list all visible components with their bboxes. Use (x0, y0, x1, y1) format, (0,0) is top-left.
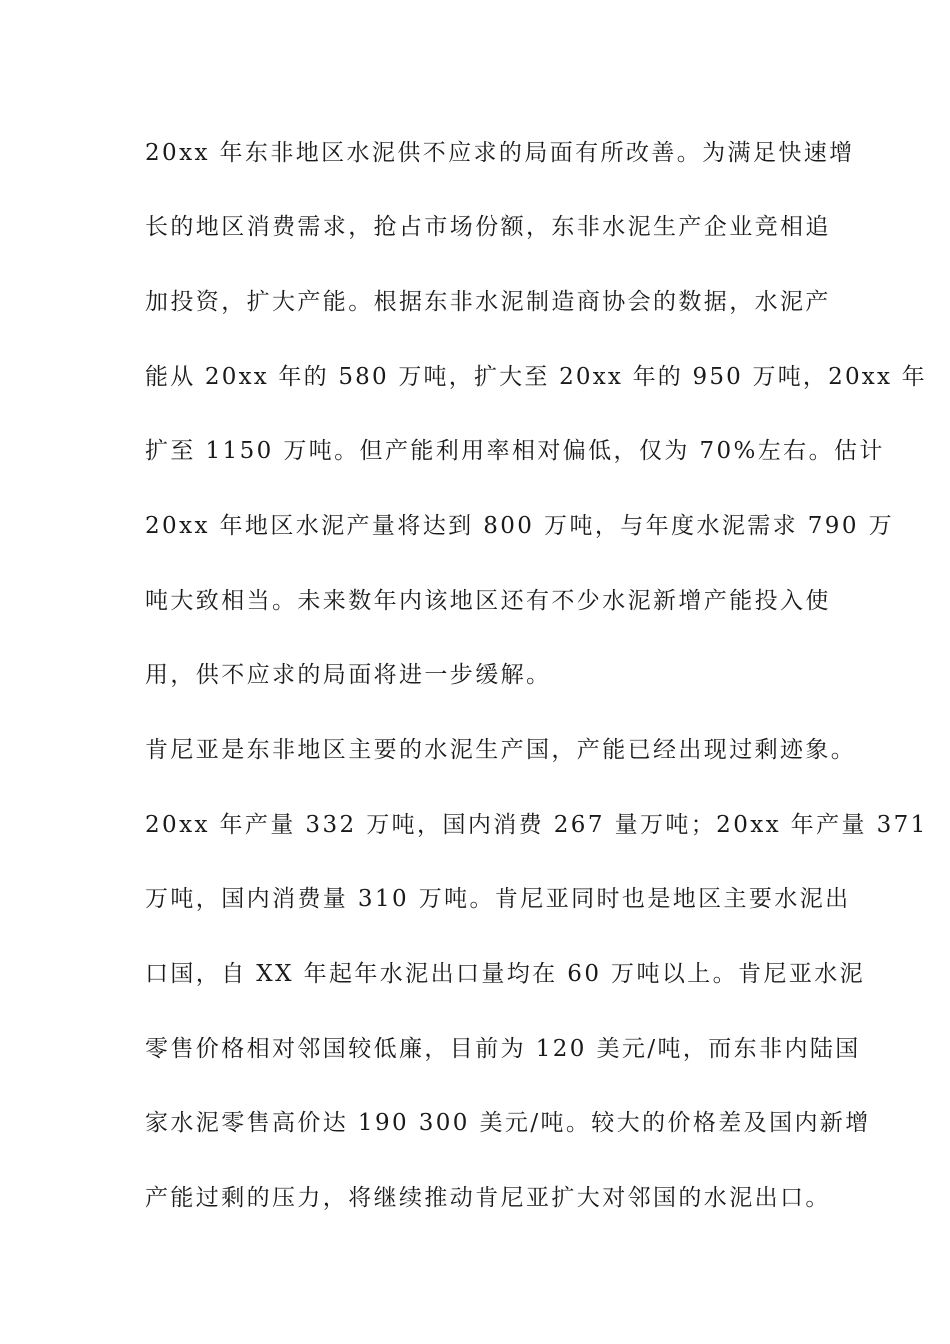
text-line: 长的地区消费需求，抢占市场份额，东非水泥生产企业竞相追 (145, 214, 831, 240)
text-line: 产能过剩的压力，将继续推动肯尼亚扩大对邻国的水泥出口。 (145, 1185, 831, 1211)
text-line: 20xx 年地区水泥产量将达到 800 万吨，与年度水泥需求 790 万 (145, 513, 894, 539)
text-line: 口国，自 XX 年起年水泥出口量均在 60 万吨以上。肯尼亚水泥 (145, 961, 866, 987)
text-line: 20xx 年东非地区水泥供不应求的局面有所改善。为满足快速增 (145, 140, 855, 166)
text-line: 零售价格相对邻国较低廉，目前为 120 美元/吨，而东非内陆国 (145, 1036, 861, 1062)
text-line: 肯尼亚是东非地区主要的水泥生产国，产能已经出现过剩迹象。 (145, 737, 857, 763)
text-line: 用，供不应求的局面将进一步缓解。 (145, 662, 552, 688)
text-line: 家水泥零售高价达 190 300 美元/吨。较大的价格差及国内新增 (145, 1110, 871, 1136)
text-line: 加投资，扩大产能。根据东非水泥制造商协会的数据，水泥产 (145, 289, 831, 315)
text-line: 万吨，国内消费量 310 万吨。肯尼亚同时也是地区主要水泥出 (145, 886, 851, 912)
text-line: 能从 20xx 年的 580 万吨，扩大至 20xx 年的 950 万吨，20xx 年 (145, 364, 927, 390)
text-line: 吨大致相当。未来数年内该地区还有不少水泥新增产能投入使 (145, 588, 831, 614)
text-line: 扩至 1150 万吨。但产能利用率相对偏低，仅为 70%左右。估计 (145, 438, 885, 464)
text-line: 20xx 年产量 332 万吨，国内消费 267 量万吨；20xx 年产量 371 (145, 812, 928, 838)
